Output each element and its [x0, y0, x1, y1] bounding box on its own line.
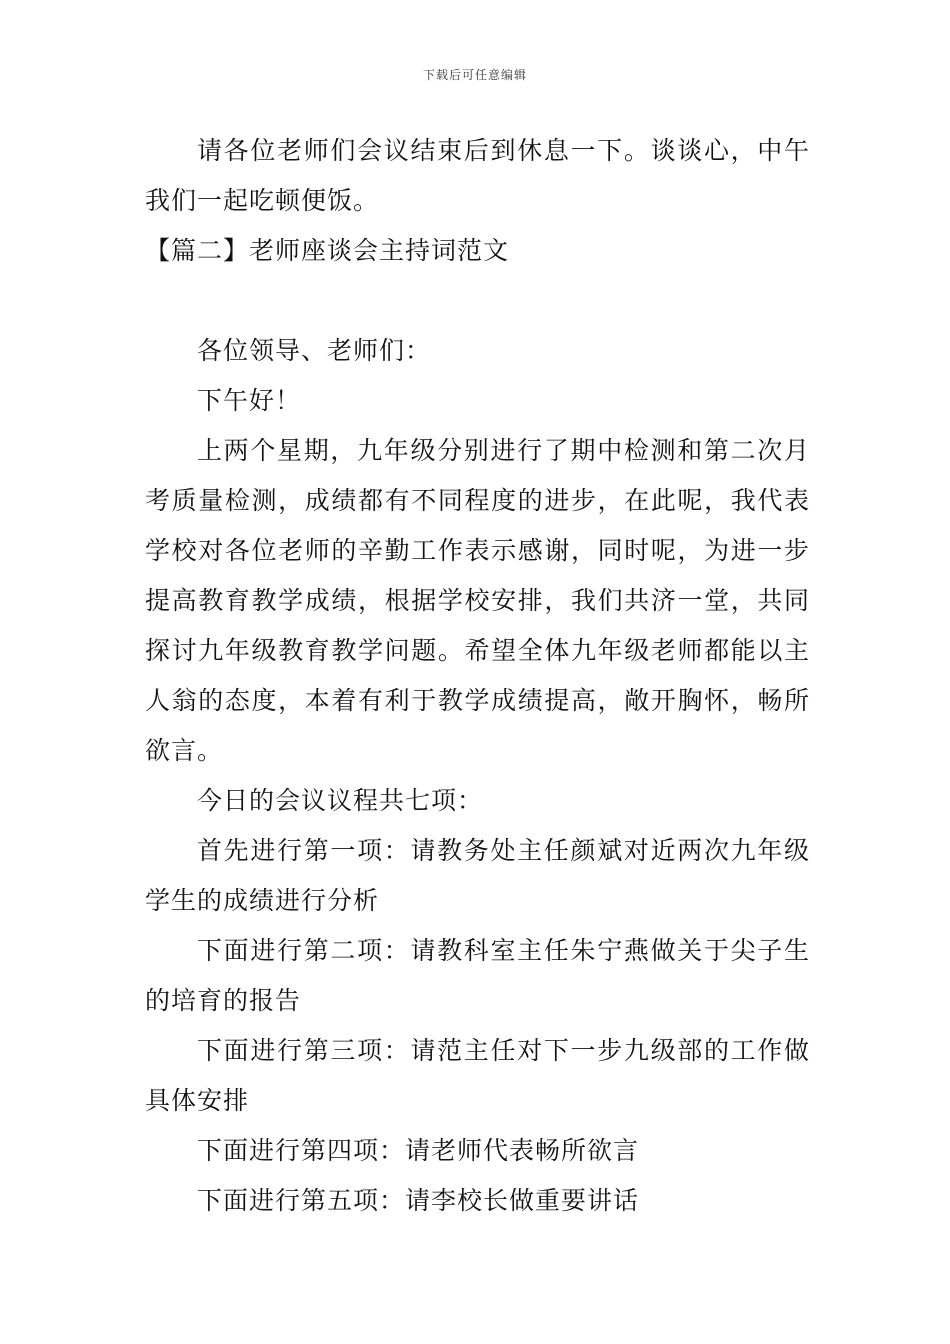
- agenda-item-2: 下面进行第二项：请教科室主任朱宁燕做关于尖子生的培育的报告: [145, 936, 810, 1015]
- paragraph-introduction: 上两个星期，九年级分别进行了期中检测和第二次月考质量检测，成绩都有不同程度的进步，在此呢，我代表学校对各位老师的辛勤工作表示感谢，同时呢，为进一步提高教育教学成绩，根据学校安排，我们共济一堂，共同探讨九年级教育教学问题。希望全体九年级老师都能以主人翁的态度，本着有利于教学成绩提高，敞开胸怀，畅所欲言。: [145, 436, 810, 765]
- document-body: [145, 126, 810, 1226]
- agenda-item-3: 下面进行第三项：请范主任对下一步九级部的工作做具体安排: [145, 1036, 810, 1115]
- paragraph-salutation: 各位领导、老师们：: [197, 336, 432, 365]
- paragraph-agenda-intro: 今日的会议议程共七项：: [197, 786, 484, 815]
- blank-line: [145, 276, 810, 326]
- paragraph-closing-remarks: 请各位老师们会议结束后到休息一下。谈谈心，中午我们一起吃顿便饭。: [145, 136, 810, 215]
- paragraph-greeting: 下午好！: [197, 386, 302, 415]
- agenda-item-4: 下面进行第四项：请老师代表畅所欲言: [197, 1136, 640, 1165]
- agenda-item-1: 首先进行第一项：请教务处主任颜斌对近两次九年级学生的成绩进行分析: [145, 836, 810, 915]
- section-heading: 【篇二】老师座谈会主持词范文: [145, 236, 510, 265]
- agenda-item-5: 下面进行第五项：请李校长做重要讲话: [197, 1186, 640, 1215]
- page-header: 下载后可任意编辑: [422, 68, 527, 82]
